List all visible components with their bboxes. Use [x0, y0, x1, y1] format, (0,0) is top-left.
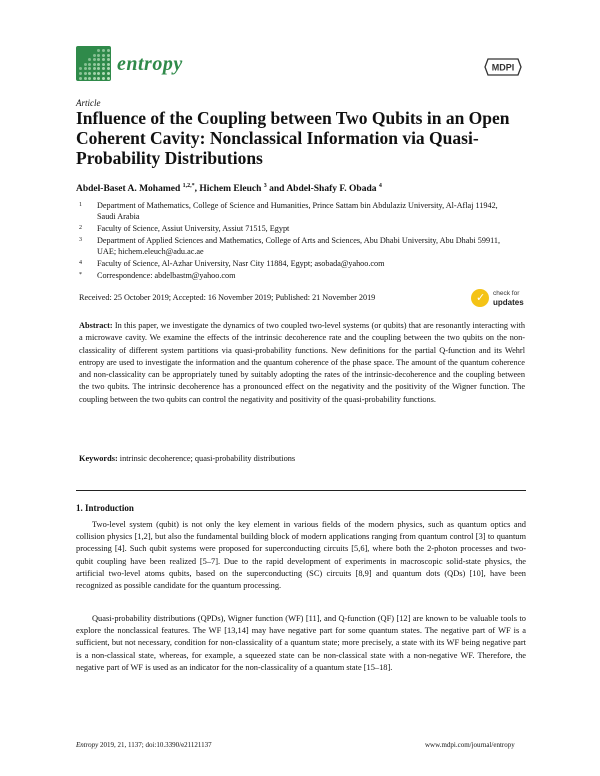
keywords	[79, 454, 525, 463]
footer-citation	[76, 741, 212, 749]
affiliation-number: 2	[79, 225, 82, 231]
intro-paragraph: Quasi-probability distributions (QPDs), Wigner function (WF) [11], and Q-function (QF) [12] are known to be valuable tools to explore the nonclassical features. The WF [13,14] may have negative part for some quantum states. The negative part of WF is a sufficient, but not necessary, condition for non-classicality of a quantum state; more precisely, a state with its WF being negative part is a non-classical state, whereas, for example, a squeezed state can be non-classical state with a non-negative WF. Therefore, the negative part of WF is used as an indicator for the non-classicality of a quantum state [15–18].	[76, 614, 526, 672]
logo-dot	[88, 77, 91, 80]
affiliation-number: *	[79, 272, 82, 278]
entropy-logo-icon	[76, 46, 111, 81]
logo-dot	[102, 54, 105, 57]
logo-dot	[107, 63, 110, 66]
author-affiliation-marker: 1,2,*	[182, 183, 195, 189]
logo-dot	[93, 77, 96, 80]
logo-dot	[84, 77, 87, 80]
check-for-updates-label: check for	[493, 290, 520, 297]
logo-dot	[107, 67, 110, 70]
logo-dot	[97, 58, 100, 61]
logo-dot	[93, 58, 96, 61]
check-for-updates-icon: ✓	[471, 289, 489, 307]
author-name[interactable]: Abdel-Shafy F. Obada	[286, 184, 377, 195]
affiliation-number: 1	[79, 202, 82, 208]
affiliation-text: Faculty of Science, Assiut University, Assiut 71515, Egypt	[97, 224, 290, 233]
logo-dot	[93, 67, 96, 70]
logo-dot	[93, 63, 96, 66]
affiliation-number: 4	[79, 260, 82, 266]
keywords-label: Keywords:	[79, 454, 118, 463]
logo-dot	[107, 77, 110, 80]
logo-dot	[97, 72, 100, 75]
author-affiliation-marker: 4	[378, 183, 382, 189]
abstract	[79, 320, 525, 406]
logo-dot	[107, 58, 110, 61]
affiliation-text: Correspondence: abdelbastm@yahoo.com	[97, 271, 236, 280]
affiliation	[76, 270, 517, 281]
check-for-updates-button[interactable]	[471, 289, 531, 311]
logo-dot	[79, 77, 82, 80]
logo-dot	[107, 54, 110, 57]
author-name[interactable]: Hichem Eleuch	[199, 184, 262, 195]
publication-dates: Received: 25 October 2019; Accepted: 16 November 2019; Published: 21 November 2019	[79, 293, 376, 302]
affiliation-number: 3	[79, 237, 82, 243]
logo-dot	[93, 54, 96, 57]
logo-dot	[88, 72, 91, 75]
logo-dot	[97, 49, 100, 52]
logo-dot	[97, 54, 100, 57]
logo-dot	[102, 49, 105, 52]
article-type: Article	[76, 98, 101, 108]
logo-dot	[88, 63, 91, 66]
logo-dot	[102, 77, 105, 80]
mdpi-logo-icon	[484, 57, 522, 77]
logo-dot	[97, 77, 100, 80]
section-divider	[76, 490, 526, 491]
logo-dot	[107, 49, 110, 52]
affiliation	[76, 223, 517, 234]
logo-dot	[97, 63, 100, 66]
logo-dot	[84, 72, 87, 75]
affiliation	[76, 200, 517, 222]
affiliation-text: Faculty of Science, Al-Azhar University, Nasr City 11884, Egypt; asobada@yahoo.com	[97, 259, 385, 268]
logo-dot	[84, 67, 87, 70]
logo-dot	[93, 72, 96, 75]
logo-dot	[84, 63, 87, 66]
affiliation	[76, 235, 517, 257]
abstract-label: Abstract:	[79, 321, 113, 330]
affiliation-text: Department of Mathematics, College of Science and Humanities, Prince Sattam bin Abdulaziz University, Al-Aflaj 11942, Saudi Arabia	[97, 201, 498, 222]
author-list	[76, 183, 382, 194]
section-heading: 1. Introduction	[76, 503, 134, 513]
footer-journal: Entropy	[76, 741, 99, 749]
footer-doi[interactable]: 2019, 21, 1137; doi:10.3390/e21121137	[100, 741, 212, 749]
article-title: Influence of the Coupling between Two Qubits in an Open Coherent Cavity: Nonclassical Information via Quasi-Probability Distributions	[76, 108, 510, 168]
logo-dot	[79, 67, 82, 70]
updates-label: updates	[493, 298, 524, 307]
affiliation	[76, 258, 517, 269]
footer-url[interactable]: www.mdpi.com/journal/entropy	[425, 741, 515, 749]
logo-dot	[79, 72, 82, 75]
logo-dot	[97, 67, 100, 70]
abstract-text: In this paper, we investigate the dynamics of two coupled two-level systems (or qubits) that are resonantly interacting with a microwave cavity. We examine the effects of the intrinsic decoherence rate and the coupling between the two qubits on the non-classicality of different system partitions via quasi-probability functions. New definitions for the partial Q-function and its Wehrl entropy are used to investigate the information and the quantum coherence of the phase space. The amount of the quantum coherence and non-classicality can be appropriately tuned by suitably adopting the rates of the intrinsic-decoherence and the coupling between the two qubits. The intrinsic decoherence has a pronounced effect on the negativity and the positivity of the Wigner function. The coupling between the two qubits can control the negativity and positivity of the quasi-probability functions.	[79, 321, 525, 404]
logo-dot	[102, 72, 105, 75]
author-separator: ,	[194, 184, 200, 195]
mdpi-logo-text: MDPI	[491, 62, 515, 73]
affiliation-text: Department of Applied Sciences and Mathematics, College of Arts and Sciences, Abu Dhabi University, Abu Dhabi 59911, UAE; hichem.eleuch@adu.ac.ae	[97, 236, 500, 257]
author-separator: and	[266, 184, 287, 195]
intro-paragraph: Two-level system (qubit) is not only the key element in various fields of the modern physics, such as quantum optics and collision physics [1,2], but also the fundamental building block of modern applications ranging from quantum control [3] to quantum processing [4]. Such qubit systems were proposed for superconducting circuits [5,6], where both the 2-photon processes and two-qubit coupling have been realized [5–7]. Due to the rapid development of experiments in macroscopic solid-state physics, the artificial two-level atoms qubits, based on the superconducting (SC) circuits [8,9] and quantum dots (QDs) [10], have been recognized as possible candidate for the quantum processing.	[76, 520, 526, 591]
author-name[interactable]: Abdel-Baset A. Mohamed	[76, 184, 181, 195]
author-affiliation-marker: 3	[263, 183, 267, 189]
logo-dot	[107, 72, 110, 75]
logo-dot	[102, 63, 105, 66]
journal-name: entropy	[117, 53, 183, 75]
logo-dot	[88, 58, 91, 61]
logo-dot	[102, 58, 105, 61]
keywords-text: intrinsic decoherence; quasi-probability distributions	[119, 454, 296, 463]
logo-dot	[102, 67, 105, 70]
logo-dot	[88, 67, 91, 70]
